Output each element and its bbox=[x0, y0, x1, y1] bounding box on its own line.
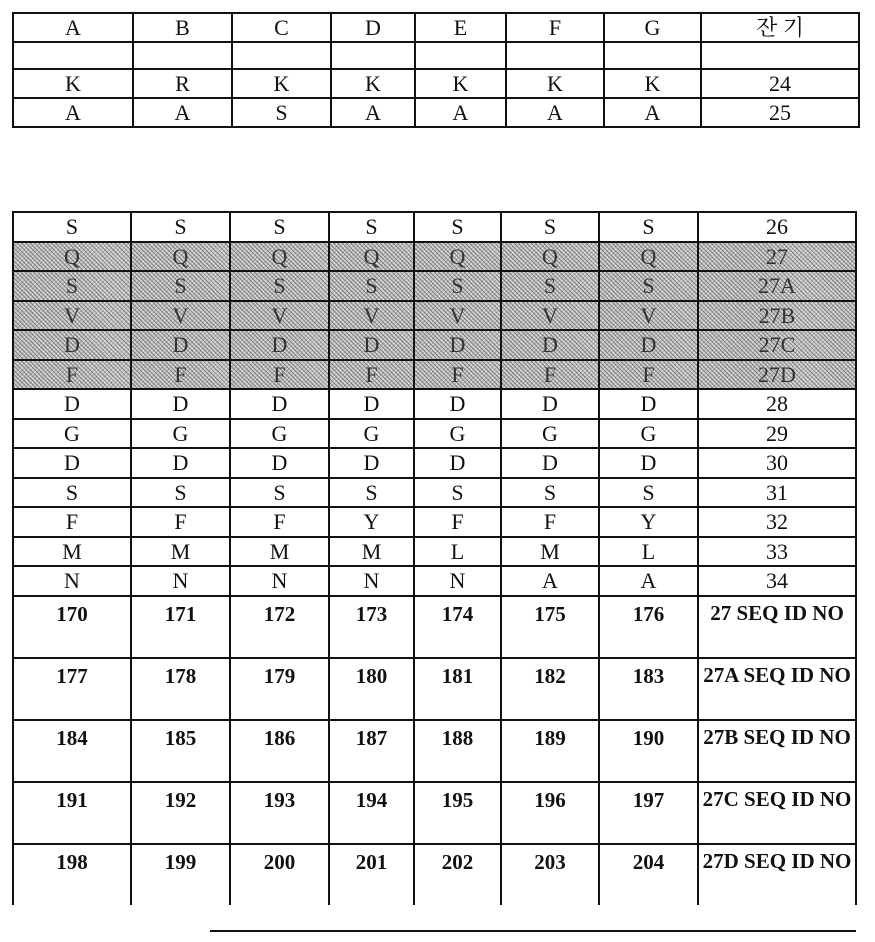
table-row bbox=[13, 42, 859, 69]
seq-id-cell: 190 bbox=[599, 720, 698, 782]
table-cell: N bbox=[13, 566, 131, 596]
table-cell: S bbox=[414, 271, 501, 301]
table-cell: S bbox=[599, 478, 698, 508]
seq-id-cell: 182 bbox=[501, 658, 599, 720]
table-cell: F bbox=[13, 360, 131, 390]
seq-id-cell: 200 bbox=[230, 844, 329, 905]
table-cell: D bbox=[501, 448, 599, 478]
table-cell: L bbox=[599, 537, 698, 567]
table-cell bbox=[13, 42, 133, 69]
table-cell: V bbox=[230, 301, 329, 331]
seq-id-cell: 193 bbox=[230, 782, 329, 844]
table-row bbox=[13, 537, 856, 567]
table-cell: Q bbox=[414, 242, 501, 272]
table-row bbox=[13, 448, 856, 478]
seq-id-cell: 170 bbox=[13, 596, 131, 658]
table-cell: S bbox=[414, 478, 501, 508]
table-cell: F bbox=[501, 360, 599, 390]
table-cell: A bbox=[133, 98, 232, 127]
table-cell: S bbox=[329, 271, 414, 301]
table-cell: V bbox=[131, 301, 230, 331]
table-cell: Y bbox=[599, 507, 698, 537]
table-cell: Q bbox=[13, 242, 131, 272]
header-cell-c: C bbox=[232, 13, 331, 42]
table-cell bbox=[701, 42, 859, 69]
table-cell: D bbox=[329, 389, 414, 419]
table-cell: N bbox=[414, 566, 501, 596]
table-cell: F bbox=[13, 507, 131, 537]
table-cell: S bbox=[329, 212, 414, 242]
table-cell: Q bbox=[329, 242, 414, 272]
seq-id-cell: 197 bbox=[599, 782, 698, 844]
seq-id-cell: 187 bbox=[329, 720, 414, 782]
residue-number-cell: 30 bbox=[698, 448, 856, 478]
residue-number-cell: 27C bbox=[698, 330, 856, 360]
seq-id-cell: 178 bbox=[131, 658, 230, 720]
seq-id-row bbox=[13, 782, 856, 844]
highlighted-row bbox=[13, 301, 856, 331]
seq-id-cell: 189 bbox=[501, 720, 599, 782]
table-cell: F bbox=[131, 507, 230, 537]
seq-id-cell: 188 bbox=[414, 720, 501, 782]
highlighted-row bbox=[13, 330, 856, 360]
table-cell: K bbox=[232, 69, 331, 98]
seq-id-cell: 171 bbox=[131, 596, 230, 658]
seq-id-cell: 185 bbox=[131, 720, 230, 782]
table-cell: D bbox=[599, 330, 698, 360]
table-cell: A bbox=[501, 566, 599, 596]
table-cell: G bbox=[131, 419, 230, 449]
table-cell: D bbox=[131, 330, 230, 360]
table-cell: G bbox=[414, 419, 501, 449]
seq-id-cell: 196 bbox=[501, 782, 599, 844]
table-cell: S bbox=[230, 212, 329, 242]
seq-id-cell: 203 bbox=[501, 844, 599, 905]
table-cell: F bbox=[414, 360, 501, 390]
table-cell bbox=[133, 42, 232, 69]
table-row bbox=[13, 212, 856, 242]
seq-id-cell: 199 bbox=[131, 844, 230, 905]
seq-id-cell: 204 bbox=[599, 844, 698, 905]
table-cell: S bbox=[501, 478, 599, 508]
table-cell: S bbox=[599, 271, 698, 301]
table-cell: L bbox=[414, 537, 501, 567]
table-cell: D bbox=[13, 389, 131, 419]
table-cell: F bbox=[414, 507, 501, 537]
table-cell: D bbox=[329, 330, 414, 360]
residue-number-cell: 34 bbox=[698, 566, 856, 596]
table-cell: N bbox=[230, 566, 329, 596]
seq-id-cell: 192 bbox=[131, 782, 230, 844]
table-cell: D bbox=[414, 448, 501, 478]
table-cell: D bbox=[230, 389, 329, 419]
highlighted-row bbox=[13, 271, 856, 301]
table-cell: S bbox=[230, 478, 329, 508]
table-cell: S bbox=[599, 212, 698, 242]
table-cell: M bbox=[501, 537, 599, 567]
table-cell: A bbox=[331, 98, 415, 127]
main-residue-table bbox=[12, 211, 857, 905]
table-cell: K bbox=[506, 69, 604, 98]
table-cell: D bbox=[230, 448, 329, 478]
seq-id-row bbox=[13, 658, 856, 720]
seq-id-row bbox=[13, 596, 856, 658]
table-cell: V bbox=[599, 301, 698, 331]
table-cell: K bbox=[13, 69, 133, 98]
seq-id-label: 27D SEQ ID NO bbox=[698, 844, 856, 905]
seq-id-label: 27B SEQ ID NO bbox=[698, 720, 856, 782]
table-cell: N bbox=[131, 566, 230, 596]
header-cell-residue: 잔 기 bbox=[701, 13, 859, 42]
table-cell bbox=[232, 42, 331, 69]
table-cell: Q bbox=[230, 242, 329, 272]
table-cell: R bbox=[133, 69, 232, 98]
seq-id-cell: 172 bbox=[230, 596, 329, 658]
table-cell: D bbox=[414, 389, 501, 419]
seq-id-label: 27C SEQ ID NO bbox=[698, 782, 856, 844]
table-cell: F bbox=[599, 360, 698, 390]
residue-number-cell: 33 bbox=[698, 537, 856, 567]
table-cell: G bbox=[329, 419, 414, 449]
table-cell: M bbox=[329, 537, 414, 567]
table-cell: Q bbox=[131, 242, 230, 272]
table-cell: D bbox=[599, 389, 698, 419]
table-cell: G bbox=[501, 419, 599, 449]
highlighted-row bbox=[13, 242, 856, 272]
table-cell: S bbox=[329, 478, 414, 508]
table-cell: A bbox=[13, 98, 133, 127]
table-cell: S bbox=[232, 98, 331, 127]
table-cell: V bbox=[329, 301, 414, 331]
table-cell: F bbox=[230, 507, 329, 537]
table-cell: A bbox=[506, 98, 604, 127]
table-cell: S bbox=[131, 271, 230, 301]
residue-number-cell: 24 bbox=[701, 69, 859, 98]
seq-id-cell: 177 bbox=[13, 658, 131, 720]
table-cell: S bbox=[131, 212, 230, 242]
table-cell: A bbox=[415, 98, 506, 127]
table-cell: A bbox=[604, 98, 701, 127]
table-cell: D bbox=[501, 330, 599, 360]
table-cell bbox=[415, 42, 506, 69]
residue-number-cell: 26 bbox=[698, 212, 856, 242]
table-row bbox=[13, 389, 856, 419]
header-cell-a: A bbox=[13, 13, 133, 42]
seq-id-row bbox=[13, 720, 856, 782]
seq-id-cell: 195 bbox=[414, 782, 501, 844]
table-cell: F bbox=[329, 360, 414, 390]
residue-number-cell: 27A bbox=[698, 271, 856, 301]
seq-id-row bbox=[13, 844, 856, 905]
table-cell: V bbox=[13, 301, 131, 331]
table-cell: D bbox=[13, 330, 131, 360]
table-cell: Y bbox=[329, 507, 414, 537]
table-cell: V bbox=[501, 301, 599, 331]
table-row bbox=[13, 566, 856, 596]
seq-id-cell: 202 bbox=[414, 844, 501, 905]
table-cell bbox=[331, 42, 415, 69]
header-cell-b: B bbox=[133, 13, 232, 42]
table-cell: D bbox=[414, 330, 501, 360]
table-cell: F bbox=[501, 507, 599, 537]
table-cell: D bbox=[13, 448, 131, 478]
top-residue-table bbox=[12, 12, 860, 128]
seq-id-cell: 186 bbox=[230, 720, 329, 782]
table-cell: S bbox=[501, 212, 599, 242]
table-cell: Q bbox=[599, 242, 698, 272]
table-cell: Q bbox=[501, 242, 599, 272]
residue-number-cell: 27D bbox=[698, 360, 856, 390]
table-cell: D bbox=[501, 389, 599, 419]
table-cell: K bbox=[415, 69, 506, 98]
table-cell: D bbox=[131, 448, 230, 478]
table-cell: F bbox=[230, 360, 329, 390]
residue-number-cell: 25 bbox=[701, 98, 859, 127]
table-cell: G bbox=[599, 419, 698, 449]
table-cell: K bbox=[331, 69, 415, 98]
seq-id-cell: 181 bbox=[414, 658, 501, 720]
residue-number-cell: 28 bbox=[698, 389, 856, 419]
table-row bbox=[13, 419, 856, 449]
seq-id-cell: 198 bbox=[13, 844, 131, 905]
table-cell: A bbox=[599, 566, 698, 596]
seq-id-cell: 184 bbox=[13, 720, 131, 782]
seq-id-cell: 191 bbox=[13, 782, 131, 844]
table-cell bbox=[506, 42, 604, 69]
residue-number-cell: 29 bbox=[698, 419, 856, 449]
seq-id-cell: 183 bbox=[599, 658, 698, 720]
table-cell: F bbox=[131, 360, 230, 390]
seq-id-cell: 176 bbox=[599, 596, 698, 658]
table-cell: M bbox=[13, 537, 131, 567]
seq-id-cell: 194 bbox=[329, 782, 414, 844]
seq-id-cell: 175 bbox=[501, 596, 599, 658]
table-cell: S bbox=[131, 478, 230, 508]
table-cell: S bbox=[414, 212, 501, 242]
table-cell: K bbox=[604, 69, 701, 98]
residue-number-cell: 27 bbox=[698, 242, 856, 272]
residue-number-cell: 31 bbox=[698, 478, 856, 508]
table-cell: D bbox=[599, 448, 698, 478]
seq-id-cell: 174 bbox=[414, 596, 501, 658]
table-row bbox=[13, 98, 859, 127]
residue-number-cell: 32 bbox=[698, 507, 856, 537]
table-cell: S bbox=[501, 271, 599, 301]
table-row bbox=[13, 69, 859, 98]
table-cell: N bbox=[329, 566, 414, 596]
table-row bbox=[13, 478, 856, 508]
table-cell: S bbox=[13, 478, 131, 508]
table-cell: G bbox=[230, 419, 329, 449]
table-cell: V bbox=[414, 301, 501, 331]
header-row bbox=[13, 13, 859, 42]
header-cell-d: D bbox=[331, 13, 415, 42]
header-cell-f: F bbox=[506, 13, 604, 42]
header-cell-e: E bbox=[415, 13, 506, 42]
seq-id-cell: 201 bbox=[329, 844, 414, 905]
table-cell: G bbox=[13, 419, 131, 449]
table-cell: S bbox=[230, 271, 329, 301]
table-cell: D bbox=[230, 330, 329, 360]
table-bottom-border bbox=[210, 930, 856, 932]
table-cell: D bbox=[131, 389, 230, 419]
seq-id-cell: 173 bbox=[329, 596, 414, 658]
seq-id-label: 27 SEQ ID NO bbox=[698, 596, 856, 658]
highlighted-row bbox=[13, 360, 856, 390]
table-cell: S bbox=[13, 212, 131, 242]
table-cell: D bbox=[329, 448, 414, 478]
table-cell bbox=[604, 42, 701, 69]
header-cell-g: G bbox=[604, 13, 701, 42]
seq-id-cell: 179 bbox=[230, 658, 329, 720]
table-row bbox=[13, 507, 856, 537]
seq-id-label: 27A SEQ ID NO bbox=[698, 658, 856, 720]
table-cell: M bbox=[230, 537, 329, 567]
table-cell: M bbox=[131, 537, 230, 567]
table-cell: S bbox=[13, 271, 131, 301]
seq-id-cell: 180 bbox=[329, 658, 414, 720]
residue-number-cell: 27B bbox=[698, 301, 856, 331]
